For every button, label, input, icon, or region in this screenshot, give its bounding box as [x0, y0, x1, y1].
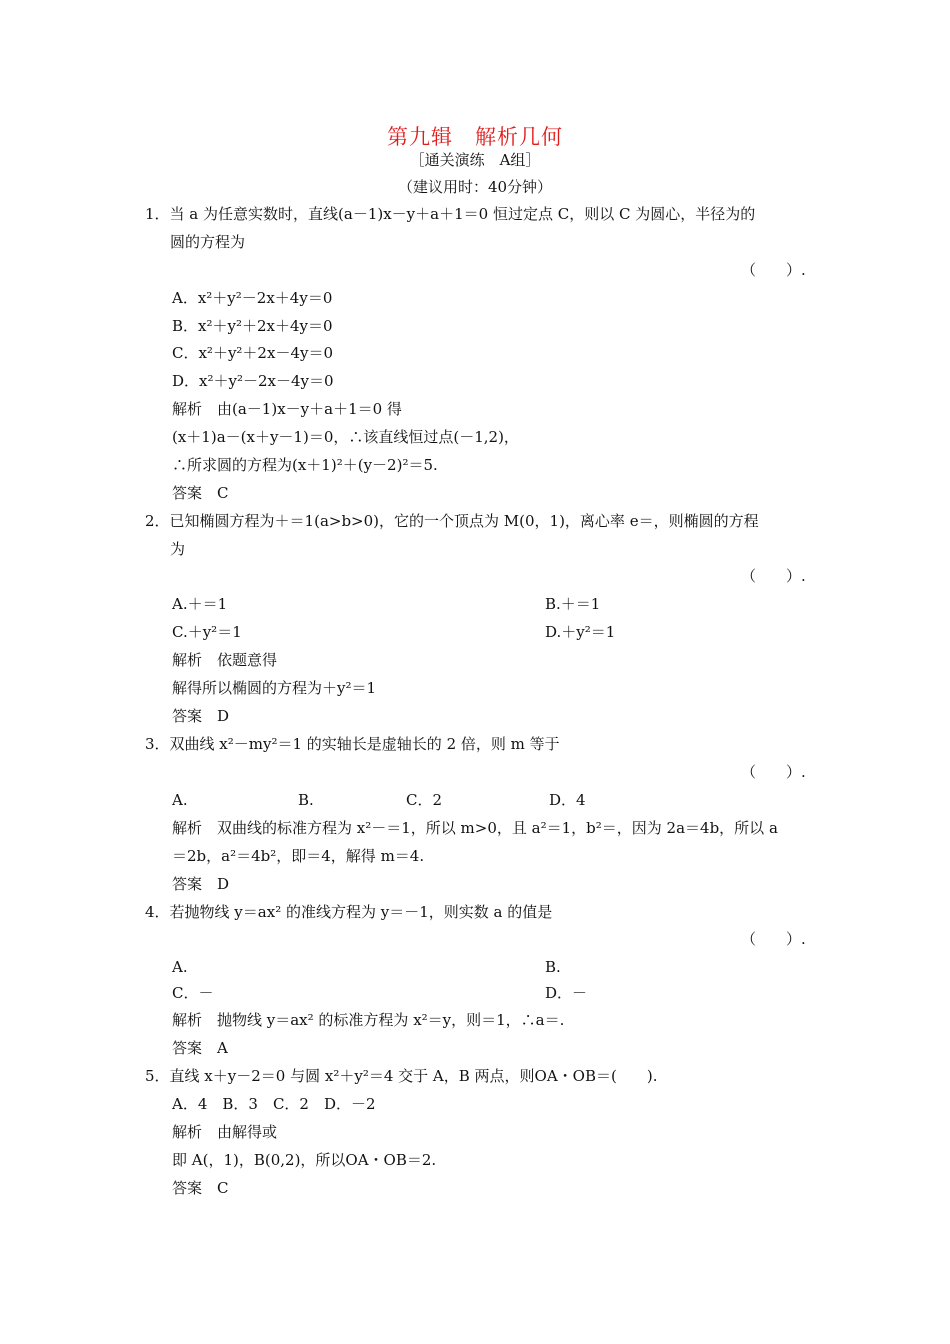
question-stem: 3．双曲线 x²－my²＝1 的实轴长是虚轴长的 2 倍，则 m 等于	[145, 735, 560, 753]
analysis-line: 解析 双曲线的标准方程为 x²－＝1，所以 m>0，且 a²＝1，b²＝，因为 2a＝4b，所以 a	[172, 819, 778, 837]
page-title: 第九辑 解析几何	[387, 125, 563, 149]
question-stem: 1．当 a 为任意实数时，直线(a－1)x－y＋a＋1＝0 恒过定点 C，则以 C 为圆心，半径为的	[145, 205, 756, 223]
group-label: ［通关演练 A组］	[409, 151, 541, 169]
time-note: （建议用时：40分钟）	[397, 178, 553, 196]
question-stem: 4．若抛物线 y＝ax² 的准线方程为 y＝－1，则实数 a 的值是	[145, 903, 553, 921]
option-a: A．x²＋y²－2x＋4y＝0	[172, 289, 333, 307]
answer: 答案 D	[172, 875, 230, 893]
analysis-line: 解析 抛物线 y＝ax² 的标准方程为 x²＝y，则＝1，∴a＝.	[172, 1011, 565, 1029]
answer: 答案 C	[172, 1179, 229, 1197]
option-d: D．x²＋y²－2x－4y＝0	[172, 372, 334, 390]
option-d: D．－	[545, 984, 588, 1002]
question-stem: 为	[170, 540, 186, 558]
analysis-line: ∴所求圆的方程为(x＋1)²＋(y－2)²＝5.	[172, 456, 438, 474]
option-a: A.＋＝1	[172, 595, 228, 613]
option-c: C．－	[172, 984, 214, 1002]
answer-bracket: （ ）.	[741, 763, 806, 781]
analysis-line: 解析 由(a－1)x－y＋a＋1＝0 得	[172, 400, 402, 418]
answer-bracket: （ ）.	[741, 567, 806, 585]
option-c: C．x²＋y²＋2x－4y＝0	[172, 344, 334, 362]
question-stem: 2．已知椭圆方程为＋＝1(a>b>0)，它的一个顶点为 M(0，1)，离心率 e＝，则椭圆的方程	[145, 512, 759, 530]
answer-bracket: （ ）.	[741, 930, 806, 948]
analysis-line: 解析 由解得或	[172, 1123, 278, 1141]
option-b: B.	[298, 791, 314, 809]
option-b: B.	[545, 958, 561, 976]
option-c: C．2	[406, 791, 443, 809]
option-b: B.＋＝1	[545, 595, 601, 613]
analysis-line: 解析 依题意得	[172, 651, 278, 669]
analysis-line: 解得所以椭圆的方程为＋y²＝1	[172, 679, 377, 697]
analysis-line: (x＋1)a－(x＋y－1)＝0，∴该直线恒过点(－1,2)，	[172, 428, 519, 446]
question-stem: 5．直线 x＋y－2＝0 与圆 x²＋y²＝4 交于 A，B 两点，则OA・OB＝( ).	[145, 1067, 658, 1085]
option-d: D．4	[549, 791, 586, 809]
question-stem: 圆的方程为	[170, 233, 246, 251]
analysis-line: ＝2b，a²＝4b²，即＝4，解得 m＝4.	[172, 847, 425, 865]
option-a: A.	[172, 958, 188, 976]
option-a: A.	[172, 791, 188, 809]
analysis-line: 即 A(，1)，B(0,2)，所以OA・OB＝2.	[172, 1151, 437, 1169]
answer: 答案 D	[172, 707, 230, 725]
answer: 答案 A	[172, 1039, 228, 1057]
answer: 答案 C	[172, 484, 229, 502]
option-c: C.＋y²＝1	[172, 623, 242, 641]
option-d: D.＋y²＝1	[545, 623, 616, 641]
options-inline: A．4 B．3 C．2 D．－2	[172, 1095, 376, 1113]
answer-bracket: （ ）.	[741, 261, 806, 279]
option-b: B．x²＋y²＋2x＋4y＝0	[172, 317, 333, 335]
